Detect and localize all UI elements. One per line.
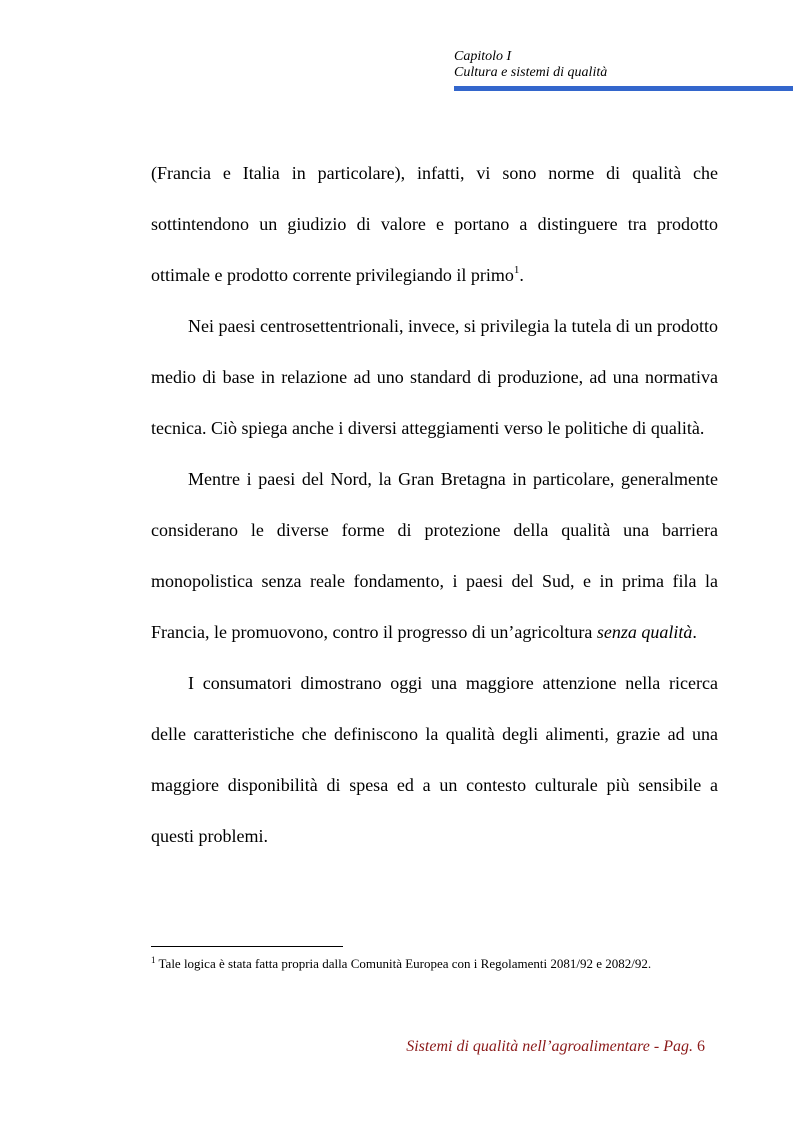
footnote-text: Tale logica è stata fatta propria dalla Comunità Europea con i Regolamenti 2081/92 e 2082/92. [155,956,652,971]
paragraph-3 [151,454,718,658]
running-header [454,49,793,81]
paragraph-4: I consumatori dimostrano oggi una maggiore attenzione nella ricerca delle caratteristiche che definiscono la qualità degli alimenti, grazie ad una maggiore disponibilità di spesa ed a un contesto culturale più sensibile a questi problemi. [151,673,718,846]
paragraph-1-text: (Francia e Italia in particolare), infatti, vi sono norme di qualità che sottintendono un giudizio di valore e portano a distinguere tra prodotto ottimale e prodotto corrente privilegiando il primo [151,163,718,285]
chapter-number: Capitolo I [454,49,512,64]
footnote-ref[interactable]: 1 [513,264,520,276]
paragraph-2: Nei paesi centrosettentrionali, invece, si privilegia la tutela di un prodotto medio di base in relazione ad uno standard di produzione, ad una normativa tecnica. Ciò spiega anche i diversi atteggiamenti verso le politiche di qualità. [151,316,718,438]
paragraph-1-end: . [519,265,524,285]
chapter-title: Cultura e sistemi di qualità [454,65,608,80]
page-footer [406,1038,705,1056]
paragraph-3-emphasis: senza qualità [596,622,693,642]
footnote-number: 1 [151,955,156,965]
body-text [151,148,718,862]
footnote-divider [151,946,343,947]
footnote [151,955,751,973]
paragraph-1 [151,148,718,301]
paragraph-3-text: Mentre i paesi del Nord, la Gran Bretagna in particolare, generalmente considerano le diverse forme di protezione della qualità una barriera monopolistica senza reale fondamento, i paesi del Sud, e in prima fila la Francia, le promuovono, contro il progresso di un’agricoltura [151,469,718,642]
header-accent-bar [454,86,793,91]
footer-label: Sistemi di qualità nell’agroalimentare - Pag. [406,1038,693,1055]
paragraph-3-end: . [692,622,697,642]
page-number: 6 [697,1038,705,1055]
